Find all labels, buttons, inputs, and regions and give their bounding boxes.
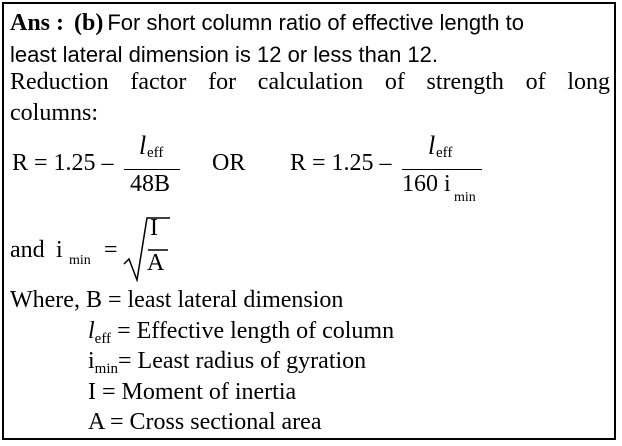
formula2-den-sub: min bbox=[454, 190, 476, 205]
formula1-num-symbol: l bbox=[139, 131, 147, 160]
formula2-den-main: 160 i bbox=[402, 171, 451, 197]
definition-text: = Moment of inertia bbox=[102, 379, 297, 405]
definition-symbol: A bbox=[88, 409, 105, 435]
definitions-heading: Where, B = least lateral dimension bbox=[10, 287, 344, 313]
formula2-fraction-bar bbox=[402, 169, 482, 170]
formula2-num-sub: eff bbox=[436, 145, 453, 161]
definition-symbol: l bbox=[88, 318, 95, 344]
definition-text: = Cross sectional area bbox=[110, 409, 322, 435]
formula1-den: 48B bbox=[130, 171, 171, 197]
answer-line-4: columns: bbox=[10, 100, 98, 126]
imin-equals: = bbox=[104, 237, 118, 263]
or-separator: OR bbox=[212, 150, 246, 176]
definition-text: = Effective length of column bbox=[117, 318, 395, 344]
definition-text: = Least radius of gyration bbox=[118, 348, 367, 374]
radical-denominator: A bbox=[147, 250, 165, 276]
imin-sub: min bbox=[69, 253, 91, 268]
definition-item bbox=[88, 348, 366, 378]
answer-label: Ans : bbox=[10, 10, 65, 36]
definition-sub: eff bbox=[94, 331, 112, 347]
formula1-fraction-bar bbox=[124, 169, 180, 170]
definition-item bbox=[88, 409, 321, 436]
imin-prefix: and bbox=[10, 237, 45, 263]
definition-symbol: i bbox=[88, 348, 95, 374]
formula2-num-symbol: l bbox=[428, 131, 436, 160]
formula2-lhs: R = 1.25 – bbox=[290, 150, 392, 176]
formula1-num-sub: eff bbox=[147, 145, 164, 161]
definition-symbol: I bbox=[88, 379, 96, 405]
answer-line-2: least lateral dimension is 12 or less than 12. bbox=[10, 42, 439, 67]
definition-sub: min bbox=[94, 361, 119, 377]
formula1-lhs: R = 1.25 – bbox=[12, 150, 114, 176]
answer-line-1 bbox=[10, 10, 524, 37]
answer-line-1-text: For short column ratio of effective length to bbox=[107, 10, 524, 35]
radical-numerator: I bbox=[150, 215, 158, 241]
imin-symbol: i bbox=[56, 237, 63, 263]
answer-line-3: Reduction factor for calculation of strength of long bbox=[10, 69, 610, 95]
definition-item bbox=[88, 318, 394, 348]
answer-box bbox=[2, 2, 616, 440]
definition-item bbox=[88, 379, 296, 406]
answer-option: (b) bbox=[74, 10, 104, 36]
